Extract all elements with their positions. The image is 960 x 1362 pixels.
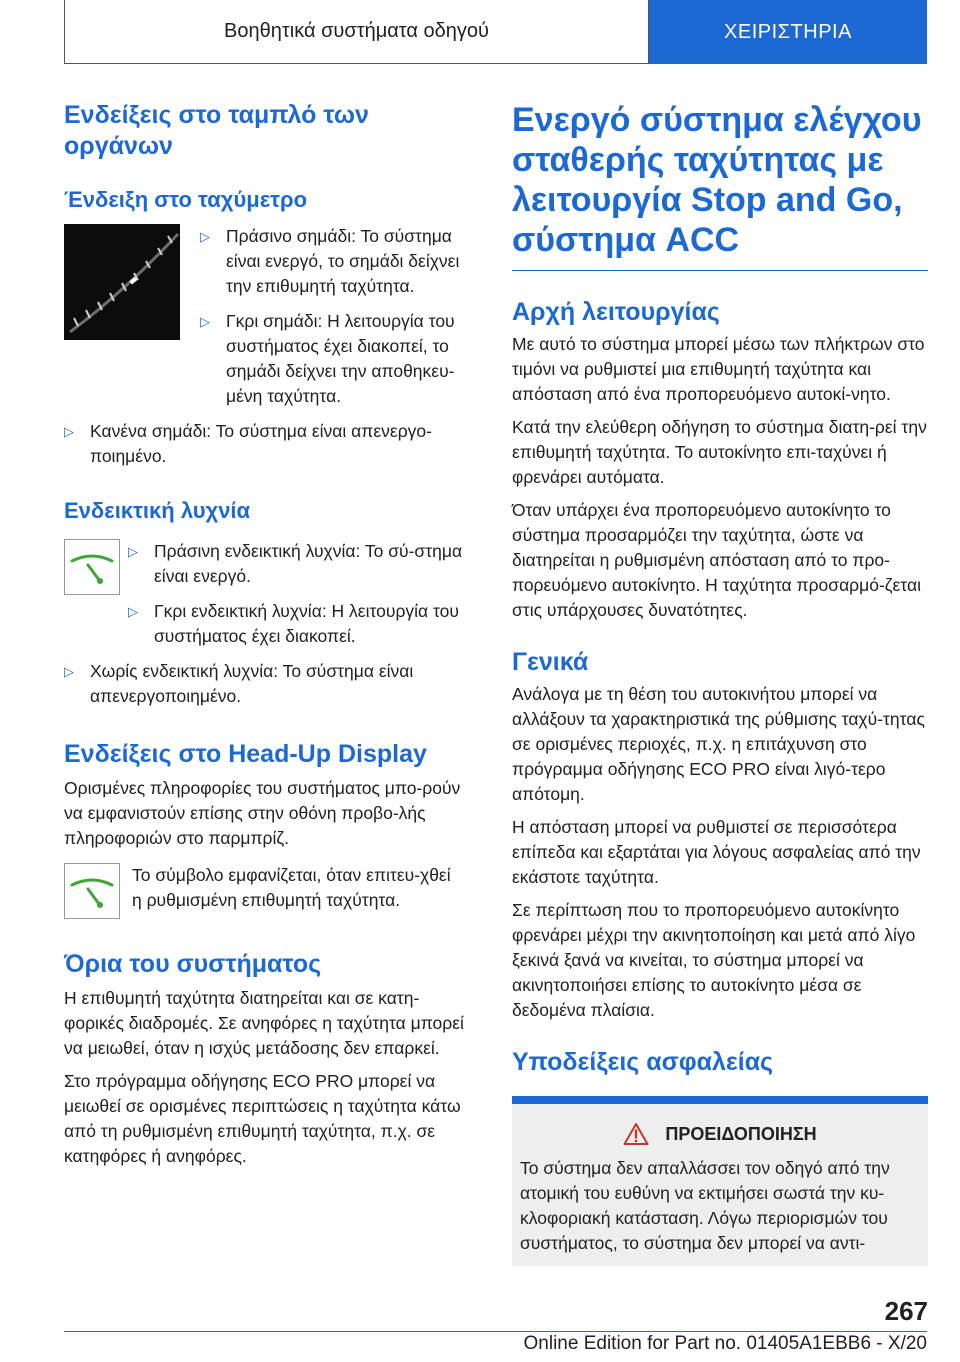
triangle-bullet-icon: ▷ xyxy=(200,229,210,244)
footer-rule xyxy=(64,1331,927,1332)
heading-system-limits: Όρια του συστήματος xyxy=(64,950,322,978)
page-number: 267 xyxy=(884,1296,928,1326)
hud-symbol-icon xyxy=(64,863,120,919)
list-item: ▷ Γκρι σημάδι: Η λειτουργία του συστήματος έχει διακοπεί, το σημάδι δείχνει την αποθηκευ-μένη ταχύτητα. xyxy=(200,309,464,409)
section-title: Βοηθητικά συστήματα οδηγού xyxy=(64,0,649,64)
paragraph: Η επιθυμητή ταχύτητα διατηρείται και σε κατη-φορικές διαδρομές. Σε ανηφόρες η ταχύτητα μπορεί να μειωθεί, όταν η ισχύς μετάδοσης δεν επαρκεί. xyxy=(64,988,464,1058)
speedometer-figure xyxy=(64,224,180,340)
paragraph: Με αυτό το σύστημα μπορεί μέσω των πλήκτρων στο τιμόνι να ρυθμιστεί μια επιθυμητή ταχύτητα και απόσταση από ένα προπορευόμενο αυτοκί-νητο. xyxy=(512,334,925,404)
hud-symbol-section xyxy=(64,863,464,919)
warning-bar xyxy=(512,1096,928,1104)
paragraph: Στο πρόγραμμα οδήγησης ECO PRO μπορεί να μειωθεί σε ορισμένες περιπτώσεις η ταχύτητα κάτω από τη ρυθμισμένη επιθυμητή ταχύτητα, π.χ. σε κατηφόρες ή ανηφόρες. xyxy=(64,1071,461,1166)
heading-indicator-lamp: Ενδεικτική λυχνία xyxy=(64,498,251,523)
paragraph: Όταν υπάρχει ένα προπορευόμενο αυτοκίνητο το σύστημα προσαρμόζει την ταχύτητα, ώστε να διατηρείται η ρυθμισμένη απόσταση από το προ-πορευόμενο αυτοκίνητο. Η ταχύτητα προσαρμό-ζεται στις υπάρχουσες δυνατότητες. xyxy=(512,500,921,620)
heading-speedometer: Ένδειξη στο ταχύμετρο xyxy=(64,187,308,212)
right-column xyxy=(512,100,928,1266)
indicator-lamp-section xyxy=(64,539,464,649)
triangle-bullet-icon: ▷ xyxy=(128,544,138,559)
triangle-bullet-icon: ▷ xyxy=(64,424,74,439)
heading-acc-system: Ενεργό σύστημα ελέγχου σταθερής ταχύτητας με λειτουργία Stop and Go, σύστημα ACC xyxy=(512,101,922,259)
warning-title: ΠΡΟΕΙΔΟΠΟΙΗΣΗ xyxy=(520,1122,920,1146)
paragraph: Ανάλογα με τη θέση του αυτοκινήτου μπορεί να αλλάξουν τα χαρακτηριστικά της ρύθμισης ταχύ-τητας σε ορισμένες περιοχές, π.χ. η επιτάχυνση στο πρόγραμμα οδήγησης ECO PRO είναι λιγό-τερο απότομη. xyxy=(512,684,925,804)
hud-symbol-description: Το σύμβολο εμφανίζεται, όταν επιτευ-χθεί η ρυθμισμένη επιθυμητή ταχύτητα. xyxy=(132,865,451,910)
triangle-bullet-icon: ▷ xyxy=(128,604,138,619)
left-column xyxy=(64,100,464,1169)
list-item: ▷ Χωρίς ενδεικτική λυχνία: Το σύστημα είναι απενεργοποιημένο. xyxy=(64,659,464,709)
list-item: ▷ Γκρι ενδεικτική λυχνία: Η λειτουργία του συστήματος έχει διακοπεί. xyxy=(128,599,464,649)
heading-instrument-indications: Ενδείξεις στο ταμπλό των οργάνων xyxy=(64,101,369,160)
chapter-tab[interactable]: ΧΕΙΡΙΣΤΗΡΙΑ xyxy=(649,0,927,64)
list-item: ▷ Πράσινη ενδεικτική λυχνία: Το σύ-στημα είναι ενεργό. xyxy=(128,539,464,589)
page-header xyxy=(64,0,927,64)
paragraph: Κατά την ελεύθερη οδήγηση το σύστημα διατη-ρεί την επιθυμητή ταχύτητα. Το αυτοκίνητο επι-ταχύνει ή φρενάρει αυτόματα. xyxy=(512,417,927,487)
heading-principle: Αρχή λειτουργίας xyxy=(512,298,720,326)
edition-note: Online Edition for Part no. 01405A1EBB6 - X/20 xyxy=(523,1333,927,1354)
heading-safety: Υποδείξεις ασφαλείας xyxy=(512,1048,774,1076)
list-item: ▷ Πράσινο σημάδι: Το σύστημα είναι ενεργό, το σημάδι δείχνει την επιθυμητή ταχύτητα. xyxy=(200,224,464,299)
paragraph: Η απόσταση μπορεί να ρυθμιστεί σε περισσότερα επίπεδα και εξαρτάται για λόγους ασφαλείας από την εκάστοτε ταχύτητα. xyxy=(512,817,921,887)
warning-box xyxy=(512,1104,928,1266)
heading-underline xyxy=(512,270,928,271)
paragraph: Σε περίπτωση που το προπορευόμενο αυτοκίνητο φρενάρει μέχρι την ακινητοποίηση και μετά από λίγο ξεκινά ξανά να κινείται, το σύστημα μπορεί να ακινητοποιήσει επίσης το αυτοκίνητο μέσα σε δεδομένα πλαίσια. xyxy=(512,900,916,1020)
warning-triangle-icon xyxy=(623,1122,649,1146)
acc-indicator-lamp-icon xyxy=(64,539,120,595)
speedometer-section xyxy=(64,224,464,409)
list-item: ▷ Κανένα σημάδι: Το σύστημα είναι απενεργο-ποιημένο. xyxy=(64,419,464,469)
paragraph: Ορισμένες πληροφορίες του συστήματος μπο-ρούν να εμφανιστούν επίσης στην οθόνη προβο-λής πληροφοριών στο παρμπρίζ. xyxy=(64,778,461,848)
heading-general: Γενικά xyxy=(512,648,589,676)
triangle-bullet-icon: ▷ xyxy=(200,314,210,329)
heading-head-up-display: Ενδείξεις στο Head-Up Display xyxy=(64,740,427,768)
warning-text: Το σύστημα δεν απαλλάσσει τον οδηγό από την ατομική του ευθύνη να εκτιμήσει σωστά την κυ-κλοφοριακή κατάσταση. Λόγω περιορισμών του συστήματος, το σύστημα δεν μπορεί να αντι- xyxy=(520,1158,890,1253)
triangle-bullet-icon: ▷ xyxy=(64,664,74,679)
